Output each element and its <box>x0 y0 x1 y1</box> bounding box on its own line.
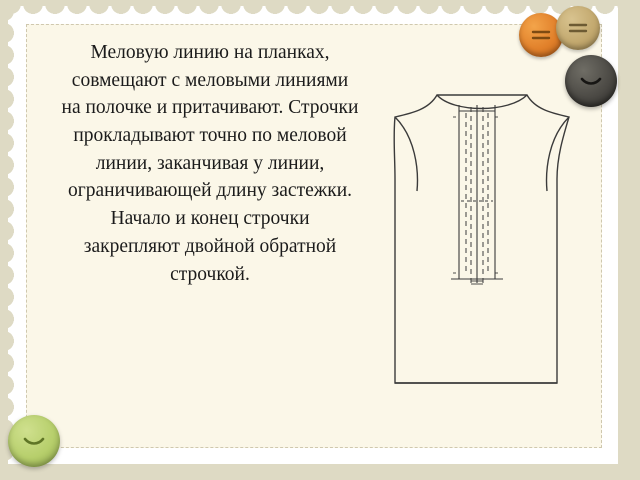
garment-front-placket-diagram <box>367 83 597 403</box>
button-dark-icon <box>565 55 617 107</box>
body-text: Меловую линию на планках, совмещают с меловыми линиями на полочке и притачивают. Строчки прокладывают точно по меловой линии, заканчивая у линии, ограничивающей длину застежки. Начало и конец строчки закрепляют двойной обратной строчкой. <box>61 42 359 285</box>
inner-page <box>26 24 602 448</box>
button-tan-icon <box>556 6 600 50</box>
button-green-icon <box>8 415 60 467</box>
